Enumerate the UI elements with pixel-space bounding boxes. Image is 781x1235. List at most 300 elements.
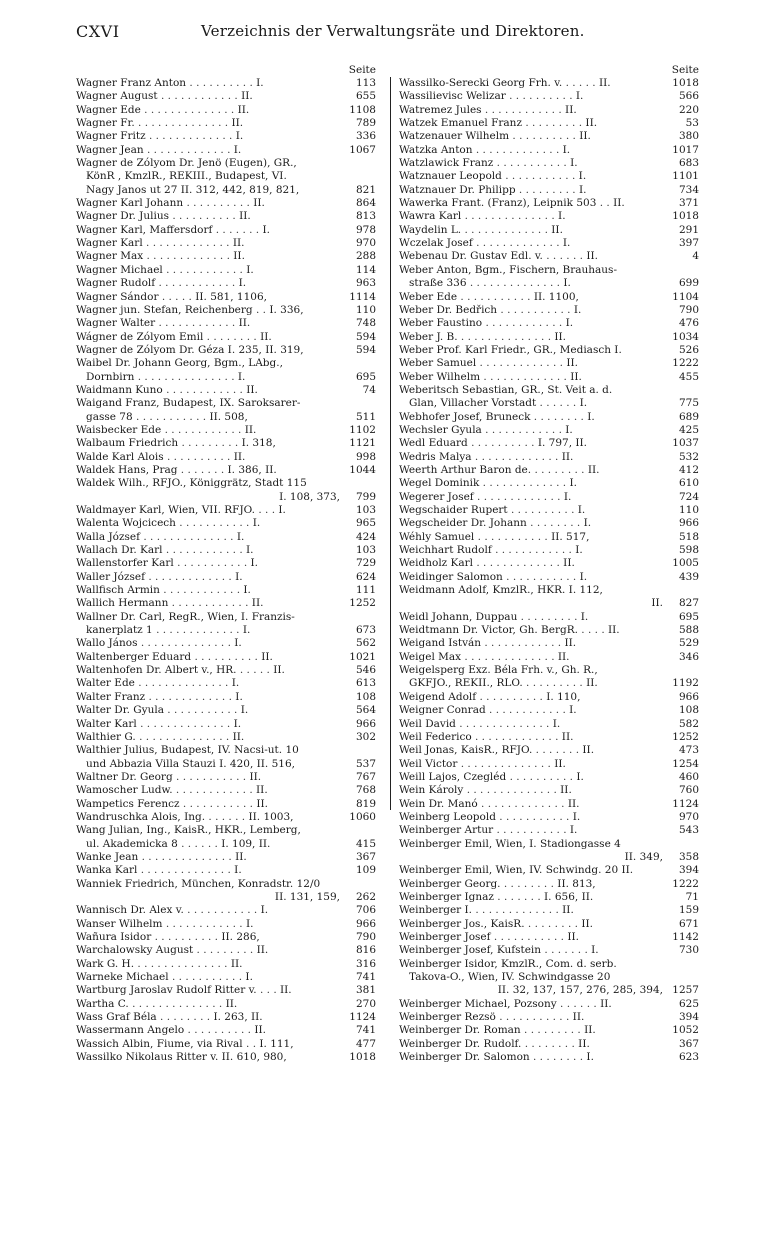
entry-text: Waltenberger Eduard (76, 650, 192, 663)
page-ref: 1222 (672, 357, 699, 370)
index-entry (399, 731, 699, 744)
entry-line (399, 878, 699, 891)
index-entry (399, 824, 699, 837)
index-entry (399, 157, 699, 170)
index-entry (76, 691, 376, 704)
entry-line (76, 130, 376, 143)
volume-ref: I. 109, II. (221, 837, 271, 850)
index-entry (399, 718, 699, 731)
volume-ref: II. 1100, (533, 290, 579, 303)
volume-ref: II. (613, 197, 625, 210)
index-page (76, 22, 699, 1064)
entry-text: I. 108, 373, (279, 490, 340, 503)
entry-text: Wartburg Jaroslav Rudolf Ritter v. (76, 984, 257, 997)
entry-line (76, 891, 376, 904)
entry-text: Watznauer Leopold (399, 170, 502, 183)
entry-line (76, 357, 376, 370)
entry-line (76, 958, 376, 971)
index-entry (399, 491, 699, 504)
volume-ref: I. (569, 704, 577, 717)
index-entry (76, 958, 376, 971)
page-ref: 998 (355, 450, 376, 463)
index-entry (76, 851, 376, 864)
volume-ref: I. (246, 544, 254, 557)
page-ref: 1104 (672, 290, 699, 303)
volume-ref: II. (249, 770, 262, 783)
entry-text: Takova-O., Wien, IV. Schwindgasse 20 (409, 971, 611, 984)
entry-line (76, 504, 376, 517)
entry-line (76, 811, 376, 824)
entry-text: Weil Jonas, KaisR., RFJO. (399, 744, 533, 757)
leader-dots: . . . . . . . . (527, 917, 578, 930)
entry-line (76, 731, 376, 744)
entry-text: Wagner Michael (76, 263, 163, 276)
index-entry (399, 931, 699, 944)
entry-text: Weidmann Adolf, KmzlR., HKR. I. 112, (399, 584, 603, 597)
index-entry (399, 704, 699, 717)
leader-dots: . . . . . . . . . (196, 944, 254, 957)
page-ref: 623 (678, 1051, 699, 1064)
volume-ref: II. (254, 1024, 266, 1037)
entry-line (399, 437, 699, 450)
entry-line (76, 824, 376, 837)
page-ref: 4 (692, 250, 699, 263)
volume-ref: II. (565, 103, 577, 116)
entry-line (399, 758, 699, 771)
entry-line (399, 718, 699, 731)
entry-line (76, 531, 376, 544)
leader-dots: . . . . . . . . . (524, 1024, 581, 1037)
entry-line (399, 958, 699, 971)
index-entry (76, 331, 376, 344)
leader-dots: . . . . . . . . . . (512, 130, 576, 143)
page-ref: 1067 (349, 143, 376, 156)
index-entry (76, 984, 376, 997)
entry-line (399, 264, 699, 277)
volume-ref: II. (598, 77, 611, 89)
volume-ref: II. (273, 664, 285, 677)
entry-line (399, 304, 699, 317)
page-ref: 966 (355, 717, 376, 730)
entry-text: Weinberg Leopold (399, 810, 496, 823)
index-entry (399, 357, 699, 370)
page-ref: 673 (355, 624, 376, 637)
volume-ref: II. (232, 237, 245, 250)
index-entry (399, 798, 699, 811)
page-ref: 543 (678, 824, 699, 837)
volume-ref: II. (554, 330, 567, 343)
index-entry (399, 304, 699, 317)
entry-text: Wagner Karl, Maffersdorf (76, 223, 213, 236)
volume-ref: II. (253, 197, 265, 210)
volume-ref: I. 336, (269, 303, 304, 316)
entry-line (76, 451, 376, 464)
leader-dots: . . . . . . . . . . . . . (476, 557, 560, 570)
page-ref: 381 (355, 984, 376, 997)
volume-ref: II. (561, 730, 574, 743)
entry-line (76, 878, 376, 891)
index-entry (76, 224, 376, 237)
page-header (76, 22, 690, 48)
entry-line (76, 411, 376, 424)
index-entry (399, 237, 699, 250)
volume-ref: I. (231, 677, 240, 690)
index-entry (76, 384, 376, 397)
entry-text: Weber Prof. Karl Friedr., GR., Mediasch I. (399, 343, 622, 356)
volume-ref: I. (233, 143, 242, 156)
entry-line (76, 677, 376, 690)
entry-text: straße 336 (409, 277, 467, 290)
leader-dots: . . . . . . . . . . . (477, 530, 548, 543)
leader-dots: . . . . . . . . . . . (136, 410, 207, 423)
index-entry (76, 144, 376, 157)
right-column (399, 64, 699, 1064)
page-ref: 424 (355, 530, 376, 543)
volume-ref: I. (569, 824, 578, 837)
page-ref: 111 (355, 584, 376, 597)
index-entry (399, 918, 699, 931)
entry-line (399, 90, 699, 103)
volume-ref: I. (245, 917, 254, 930)
leader-dots: . . . . (581, 624, 605, 637)
index-entry (399, 771, 699, 784)
leader-dots: . . . . . . . . . (525, 117, 583, 130)
entry-line (76, 491, 376, 504)
entry-line (76, 291, 376, 304)
entry-line (399, 611, 699, 624)
page-ref: 706 (355, 904, 376, 917)
leader-dots: . . . . . . . . . . . . (166, 263, 243, 276)
leader-dots: . . . . . . . . (160, 1011, 211, 1024)
volume-ref: I. (565, 423, 573, 436)
leader-dots: . . . . . . . . . . . . . (481, 797, 565, 810)
index-entry (399, 464, 699, 477)
leader-dots: . . . . . . . . . . . . . . (459, 717, 550, 730)
entry-line (76, 1011, 376, 1024)
leader-dots: . . . . . . . (535, 744, 580, 757)
entry-text: Wanniek Friedrich, München, Konradstr. 12/0 (76, 877, 321, 890)
page-ref: 768 (355, 784, 376, 797)
entry-line (399, 424, 699, 437)
volume-ref: II. (608, 624, 620, 637)
volume-ref: II. (567, 931, 579, 943)
page-ref: 819 (355, 797, 376, 810)
entry-text: Wagner Ede (76, 103, 141, 116)
leader-dots: . . . . . . . . . . . (177, 557, 248, 570)
entry-line (399, 891, 699, 904)
leader-dots: . . (255, 303, 266, 316)
entry-line (76, 971, 376, 984)
index-entry (76, 771, 376, 784)
entry-text: Weber Dr. Bedřich (399, 303, 498, 316)
entry-line (399, 544, 699, 557)
page-ref: 789 (355, 117, 376, 130)
leader-dots: . . . . . . . . . . . . . . (140, 637, 231, 650)
entry-text: Waydelin L. (399, 223, 462, 236)
page-ref: 394 (678, 1011, 699, 1024)
entry-line (76, 637, 376, 650)
leader-dots: . . (599, 197, 610, 210)
leader-dots: . . . . . . (181, 837, 218, 850)
index-entry (76, 864, 376, 877)
volume-ref: II. (586, 677, 598, 690)
entry-text: Wagner Rudolf (76, 277, 156, 290)
entry-line (399, 517, 699, 530)
index-entry (399, 557, 699, 570)
volume-ref: I. (233, 717, 242, 730)
entry-line (76, 424, 376, 437)
page-ref: 288 (355, 250, 376, 263)
leader-dots: . . . . . . . . . . . (500, 303, 571, 316)
page-ref: 1021 (349, 650, 376, 663)
leader-dots: . . . . . . . . (533, 410, 584, 423)
entry-text: Wassilko Nikolaus Ritter v. II. 610, 980, (76, 1051, 287, 1064)
volume-ref: II. (586, 250, 598, 263)
index-entry (399, 411, 699, 424)
leader-dots: . . . . . . . . . . . . . . (464, 650, 555, 663)
volume-ref: II. (572, 1011, 585, 1024)
leader-dots: . . . . . . . . . . (479, 690, 543, 703)
volume-ref: II. (587, 463, 600, 476)
leader-dots: . . . . . . . . . . . . . (476, 237, 560, 250)
leader-dots: . . . . . . . . . . . (171, 971, 243, 984)
leader-dots: . . . . . . . . . (520, 610, 578, 623)
volume-ref: II. (570, 370, 582, 383)
page-ref: 415 (355, 837, 376, 850)
page-ref: 476 (678, 317, 699, 330)
entry-text: Weinberger Emil, Wien, IV. Schwindg. 20 II. (399, 864, 634, 877)
page-ref: 790 (355, 931, 376, 943)
entry-line (399, 210, 699, 223)
volume-ref: II. (554, 757, 566, 770)
entry-text: Wagner Jean (76, 143, 144, 156)
volume-ref: I. (579, 183, 587, 196)
volume-ref: II. (582, 744, 595, 757)
volume-ref: II. (225, 997, 238, 1010)
leader-dots: . . . . . . . . . . . . . . (464, 210, 555, 223)
entry-line (399, 771, 699, 784)
entry-line (76, 624, 376, 637)
volume-ref: I. (234, 864, 242, 877)
entry-text: Watznauer Dr. Philipp (399, 183, 516, 196)
entry-text: II. (651, 597, 663, 610)
volume-ref: II. (239, 210, 251, 223)
entry-text: Wegerer Josef (399, 490, 474, 503)
entry-line (399, 504, 699, 517)
volume-ref: I. (246, 263, 254, 276)
page-ref: 1192 (672, 677, 699, 690)
leader-dots: . . . . . . . . . . . . (165, 544, 243, 557)
volume-ref: I. (565, 317, 574, 330)
index-entry (76, 451, 376, 464)
entry-text: Wallo János (76, 637, 138, 650)
page-ref: 439 (678, 570, 699, 583)
entry-text: Wagner de Zólyom Dr. Géza I. 235, II. 319, (76, 343, 304, 356)
volume-ref: I. (577, 504, 586, 516)
index-entry (399, 838, 699, 865)
page-ref: 1037 (672, 437, 699, 450)
entry-line (399, 197, 699, 210)
entry-text: Wagner Fr. (76, 117, 135, 130)
entry-text: Weil David (399, 717, 456, 730)
index-entry (399, 264, 699, 291)
entry-line (76, 477, 376, 490)
entry-line (399, 984, 699, 997)
index-entry (399, 184, 699, 197)
volume-ref: I. (563, 277, 571, 290)
page-ref: 966 (678, 690, 699, 703)
entry-text: Walter Karl (76, 717, 137, 730)
leader-dots: . . . . . . (546, 250, 583, 263)
volume-ref: II. (260, 330, 272, 343)
entry-text: Weberitsch Sebastian, GR., St. Veit a. d. (399, 383, 613, 396)
entry-text: Wallner Dr. Carl, RegR., Wien, I. Franzis- (76, 610, 295, 623)
leader-dots: . . . . . . . . . . . . . (146, 143, 231, 156)
entry-text: Weber Wilhelm (399, 370, 481, 383)
entry-text: KönR , KmzlR., REKIII., Budapest, VI. (86, 170, 287, 183)
index-entry (76, 237, 376, 250)
volume-ref: I. (242, 624, 251, 637)
index-entry (399, 210, 699, 223)
volume-ref: I. (237, 370, 246, 383)
entry-line (76, 784, 376, 797)
index-entry (399, 998, 699, 1011)
leader-dots: . . . . . . . . . . . . . (474, 450, 559, 463)
entry-line (76, 718, 376, 731)
page-ref: 109 (355, 864, 376, 877)
page-ref: 970 (678, 810, 699, 823)
entry-line (76, 384, 376, 397)
page-ref: 564 (355, 704, 376, 717)
volume-ref: II. (560, 784, 572, 797)
page-ref: 1142 (672, 931, 699, 943)
entry-line (399, 344, 699, 357)
entry-text: Watzenauer Wilhelm (399, 130, 510, 143)
entry-line (76, 571, 376, 584)
entry-line (76, 904, 376, 917)
page-ref: 110 (355, 303, 376, 316)
page-ref: 108 (678, 704, 699, 717)
entry-line (399, 117, 699, 130)
index-entry (399, 250, 699, 263)
leader-dots: . . . . . . . . . . . . . (475, 143, 560, 156)
leader-dots: . . . . . . . . . . . (506, 570, 577, 583)
page-ref: 827 (678, 597, 699, 610)
entry-text: Weber J. B. (399, 330, 458, 343)
page-ref: 864 (355, 197, 376, 210)
page-ref: 966 (678, 517, 699, 530)
entry-text: GKFJO., REKII., RLO. (409, 677, 523, 690)
leader-dots: . . . . . . . (215, 223, 260, 236)
volume-ref: I. (262, 223, 270, 236)
entry-line (76, 1024, 376, 1037)
leader-dots: . . . . . . . . . . . . . (148, 570, 232, 583)
index-entry (76, 557, 376, 570)
index-entry (76, 611, 376, 638)
entry-text: Webenau Dr. Gustav Edl. v. (399, 250, 543, 263)
index-entry (76, 1051, 376, 1064)
volume-ref: II. (563, 557, 575, 570)
volume-ref: II. (564, 637, 577, 650)
page-ref: 741 (355, 1024, 376, 1037)
entry-text: Wassermann Angelo (76, 1024, 185, 1037)
page-ref: 1114 (349, 290, 376, 303)
page-ref: 270 (355, 997, 376, 1010)
entry-text: Weinberger Dr. Roman (399, 1024, 521, 1037)
entry-line (76, 90, 376, 103)
volume-ref: II. 581, 1106, (195, 290, 267, 303)
entry-text: Weinberger Josef (399, 931, 491, 943)
index-entry (76, 718, 376, 731)
leader-dots: . . . . . . . . . . . . . . (469, 277, 560, 290)
page-ref: 671 (678, 917, 699, 930)
page-ref: 1102 (349, 423, 376, 436)
leader-dots: . . . . . (239, 664, 270, 677)
page-ref: 1257 (672, 984, 699, 997)
entry-line (76, 397, 376, 410)
page-ref: 159 (678, 904, 699, 917)
leader-dots: . . . . . . . . . . (471, 437, 535, 450)
page-ref: 598 (678, 544, 699, 557)
page-ref: 978 (355, 223, 376, 236)
entry-text: Weerth Arthur Baron de. (399, 463, 532, 476)
leader-dots: . . . . . . . . . . . (505, 170, 576, 183)
entry-text: Wallenstorfer Karl (76, 557, 174, 570)
volume-ref: II. (579, 130, 591, 143)
entry-text: Weigel Max (399, 650, 462, 663)
index-entry (76, 931, 376, 944)
volume-ref: I. (575, 544, 583, 557)
leader-dots: . . . . . . . . . . . (499, 1011, 570, 1024)
entry-text: Weinberger Michael, Pozsony (399, 997, 557, 1010)
entry-line (76, 144, 376, 157)
entry-line (399, 864, 699, 877)
index-entry (399, 1024, 699, 1037)
entry-text: Weigner Conrad (399, 704, 486, 717)
entry-line (399, 691, 699, 704)
volume-ref: II. 286, (221, 931, 260, 943)
page-ref: 103 (355, 544, 376, 557)
index-entry (76, 651, 376, 664)
entry-text: Weinberger Dr. Rudolf. (399, 1037, 522, 1050)
entry-line (76, 157, 376, 170)
page-ref: 380 (678, 130, 699, 143)
volume-ref: II. 517, (551, 530, 590, 543)
entry-line (76, 798, 376, 811)
entry-line (399, 944, 699, 957)
index-entry (76, 477, 376, 504)
entry-text: Wagner Dr. Julius (76, 210, 169, 223)
volume-ref: I. (578, 170, 587, 183)
entry-text: Wanser Wilhelm (76, 917, 163, 930)
leader-dots: . . . . . . . . . . . . (485, 317, 563, 330)
entry-line (399, 250, 699, 263)
leader-dots: . . . . . . . . . . . . . . . (137, 370, 235, 383)
entry-line (76, 331, 376, 344)
page-ref: 699 (678, 277, 699, 290)
entry-line (399, 397, 699, 410)
index-entry (399, 317, 699, 330)
page-ref: 816 (355, 944, 376, 957)
leader-dots: . . . . . . . . . . (166, 450, 231, 463)
page-ref: 588 (678, 624, 699, 637)
volume-ref: I. (579, 397, 588, 410)
index-entry (76, 437, 376, 450)
leader-dots: . . . . . . . . . . . . . (483, 370, 567, 383)
volume-ref: II. (256, 784, 268, 797)
entry-text: Wassilko-Serecki Georg Frh. v. (399, 77, 563, 89)
entry-text: Wawerka Frant. (Franz), Leipnik 503 (399, 197, 597, 210)
